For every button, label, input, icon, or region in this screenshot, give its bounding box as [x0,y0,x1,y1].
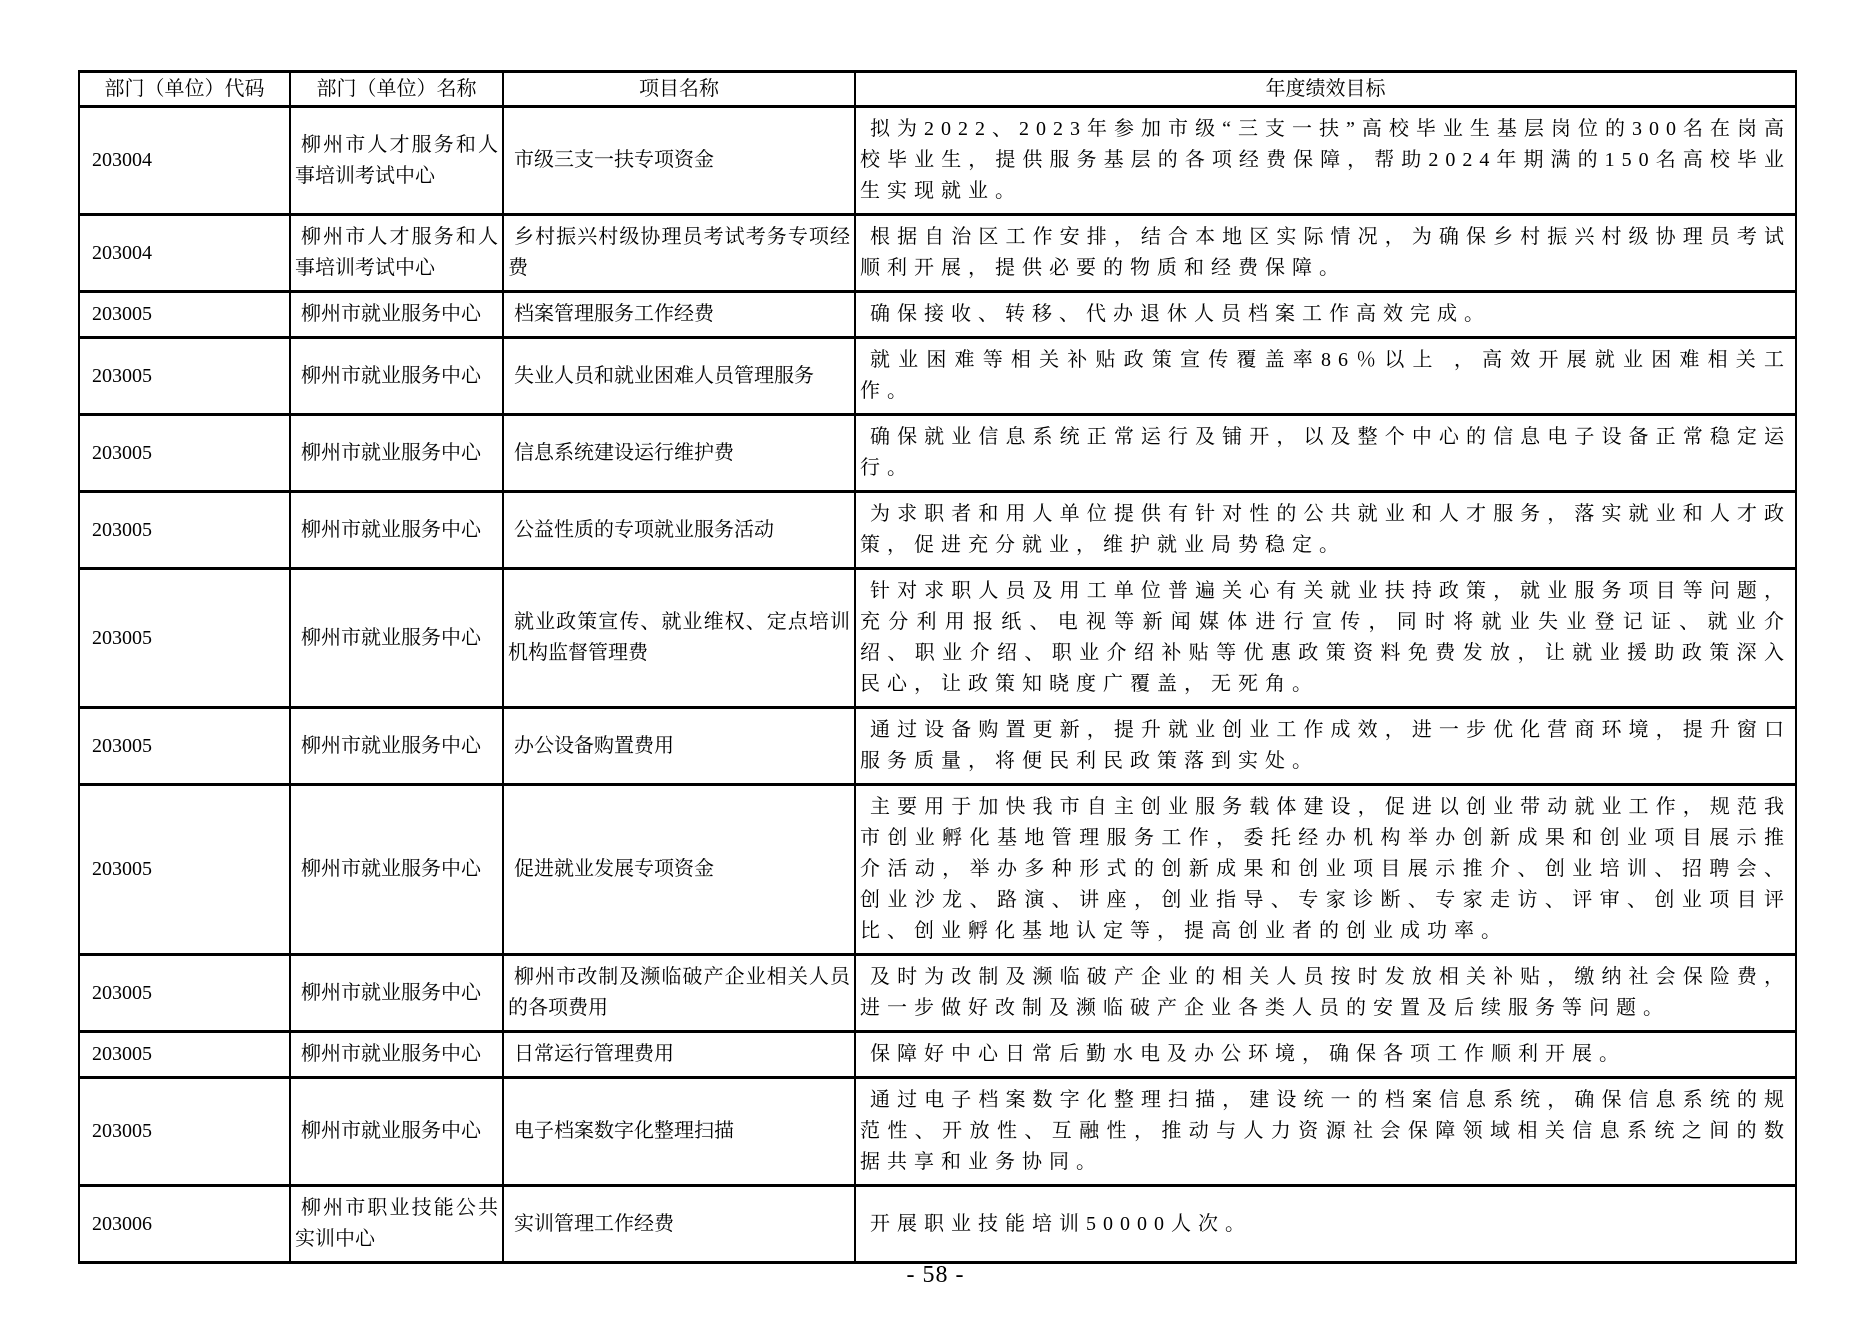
cell-unit-code: 203005 [79,492,290,569]
table-row [79,785,1796,955]
cell-annual-target: 通过设备购置更新，提升就业创业工作成效，进一步优化营商环境，提升窗口服务质量，将便民利民政策落到实处。 [855,708,1796,785]
cell-annual-target: 拟为2022、2023年参加市级“三支一扶”高校毕业生基层岗位的300名在岗高校毕业生，提供服务基层的各项经费保障，帮助2024年期满的150名高校毕业生实现就业。 [855,107,1796,215]
table-row [79,569,1796,708]
table-row [79,292,1796,338]
cell-unit-code: 203005 [79,569,290,708]
cell-project-name: 公益性质的专项就业服务活动 [503,492,855,569]
header-unit-name: 部门（单位）名称 [290,72,503,107]
cell-annual-target: 确保接收、转移、代办退休人员档案工作高效完成。 [855,292,1796,338]
cell-annual-target: 确保就业信息系统正常运行及铺开，以及整个中心的信息电子设备正常稳定运行。 [855,415,1796,492]
cell-unit-name: 柳州市就业服务中心 [290,785,503,955]
cell-unit-code: 203005 [79,785,290,955]
cell-unit-code: 203006 [79,1186,290,1263]
header-unit-code: 部门（单位）代码 [79,72,290,107]
table-body [79,107,1796,1263]
cell-project-name: 乡村振兴村级协理员考试考务专项经费 [503,215,855,292]
cell-annual-target: 通过电子档案数字化整理扫描，建设统一的档案信息系统，确保信息系统的规范性、开放性、互融性，推动与人力资源社会保障领域相关信息系统之间的数据共享和业务协同。 [855,1078,1796,1186]
cell-project-name: 失业人员和就业困难人员管理服务 [503,338,855,415]
table-row [79,415,1796,492]
cell-unit-code: 203005 [79,708,290,785]
cell-unit-name: 柳州市就业服务中心 [290,492,503,569]
cell-project-name: 实训管理工作经费 [503,1186,855,1263]
table-row [79,955,1796,1032]
cell-unit-name: 柳州市就业服务中心 [290,338,503,415]
cell-project-name: 柳州市改制及濒临破产企业相关人员的各项费用 [503,955,855,1032]
cell-unit-code: 203005 [79,1032,290,1078]
table-row [79,1186,1796,1263]
cell-unit-name: 柳州市就业服务中心 [290,1032,503,1078]
cell-unit-name: 柳州市就业服务中心 [290,292,503,338]
cell-annual-target: 开展职业技能培训50000人次。 [855,1186,1796,1263]
cell-project-name: 促进就业发展专项资金 [503,785,855,955]
cell-unit-code: 203005 [79,1078,290,1186]
header-project-name: 项目名称 [503,72,855,107]
cell-annual-target: 根据自治区工作安排，结合本地区实际情况，为确保乡村振兴村级协理员考试顺利开展，提供必要的物质和经费保障。 [855,215,1796,292]
cell-unit-name: 柳州市就业服务中心 [290,569,503,708]
table-row [79,1078,1796,1186]
performance-target-table [78,70,1797,1264]
cell-annual-target: 为求职者和用人单位提供有针对性的公共就业和人才服务，落实就业和人才政策，促进充分就业，维护就业局势稳定。 [855,492,1796,569]
cell-unit-name: 柳州市就业服务中心 [290,415,503,492]
page-number: - 58 - [906,1262,965,1288]
cell-unit-code: 203004 [79,107,290,215]
cell-unit-name: 柳州市就业服务中心 [290,1078,503,1186]
table-row [79,492,1796,569]
cell-unit-name: 柳州市职业技能公共实训中心 [290,1186,503,1263]
table-row [79,708,1796,785]
cell-unit-code: 203005 [79,415,290,492]
cell-unit-name: 柳州市就业服务中心 [290,708,503,785]
table-row [79,215,1796,292]
header-annual-target: 年度绩效目标 [855,72,1796,107]
cell-project-name: 市级三支一扶专项资金 [503,107,855,215]
table-row [79,1032,1796,1078]
cell-project-name: 就业政策宣传、就业维权、定点培训机构监督管理费 [503,569,855,708]
table-row [79,338,1796,415]
cell-unit-code: 203005 [79,338,290,415]
table-row [79,107,1796,215]
table-header-row [79,72,1796,107]
cell-unit-name: 柳州市人才服务和人事培训考试中心 [290,107,503,215]
cell-annual-target: 及时为改制及濒临破产企业的相关人员按时发放相关补贴，缴纳社会保险费，进一步做好改制及濒临破产企业各类人员的安置及后续服务等问题。 [855,955,1796,1032]
cell-unit-code: 203005 [79,955,290,1032]
cell-unit-code: 203005 [79,292,290,338]
cell-project-name: 电子档案数字化整理扫描 [503,1078,855,1186]
cell-project-name: 办公设备购置费用 [503,708,855,785]
cell-project-name: 日常运行管理费用 [503,1032,855,1078]
cell-annual-target: 保障好中心日常后勤水电及办公环境，确保各项工作顺利开展。 [855,1032,1796,1078]
cell-annual-target: 主要用于加快我市自主创业服务载体建设，促进以创业带动就业工作，规范我市创业孵化基地管理服务工作，委托经办机构举办创新成果和创业项目展示推介活动，举办多种形式的创新成果和创业项目展示推介、创业培训、招聘会、创业沙龙、路演、讲座，创业指导、专家诊断、专家走访、评审、创业项目评比、创业孵化基地认定等，提高创业者的创业成功率。 [855,785,1796,955]
cell-annual-target: 针对求职人员及用工单位普遍关心有关就业扶持政策，就业服务项目等问题，充分利用报纸、电视等新闻媒体进行宣传，同时将就业失业登记证、就业介绍、职业介绍、职业介绍补贴等优惠政策资料免费发放，让就业援助政策深入民心，让政策知晓度广覆盖，无死角。 [855,569,1796,708]
cell-unit-code: 203004 [79,215,290,292]
cell-project-name: 信息系统建设运行维护费 [503,415,855,492]
cell-annual-target: 就业困难等相关补贴政策宣传覆盖率86％以上 ，高效开展就业困难相关工作。 [855,338,1796,415]
cell-unit-name: 柳州市人才服务和人事培训考试中心 [290,215,503,292]
cell-project-name: 档案管理服务工作经费 [503,292,855,338]
cell-unit-name: 柳州市就业服务中心 [290,955,503,1032]
